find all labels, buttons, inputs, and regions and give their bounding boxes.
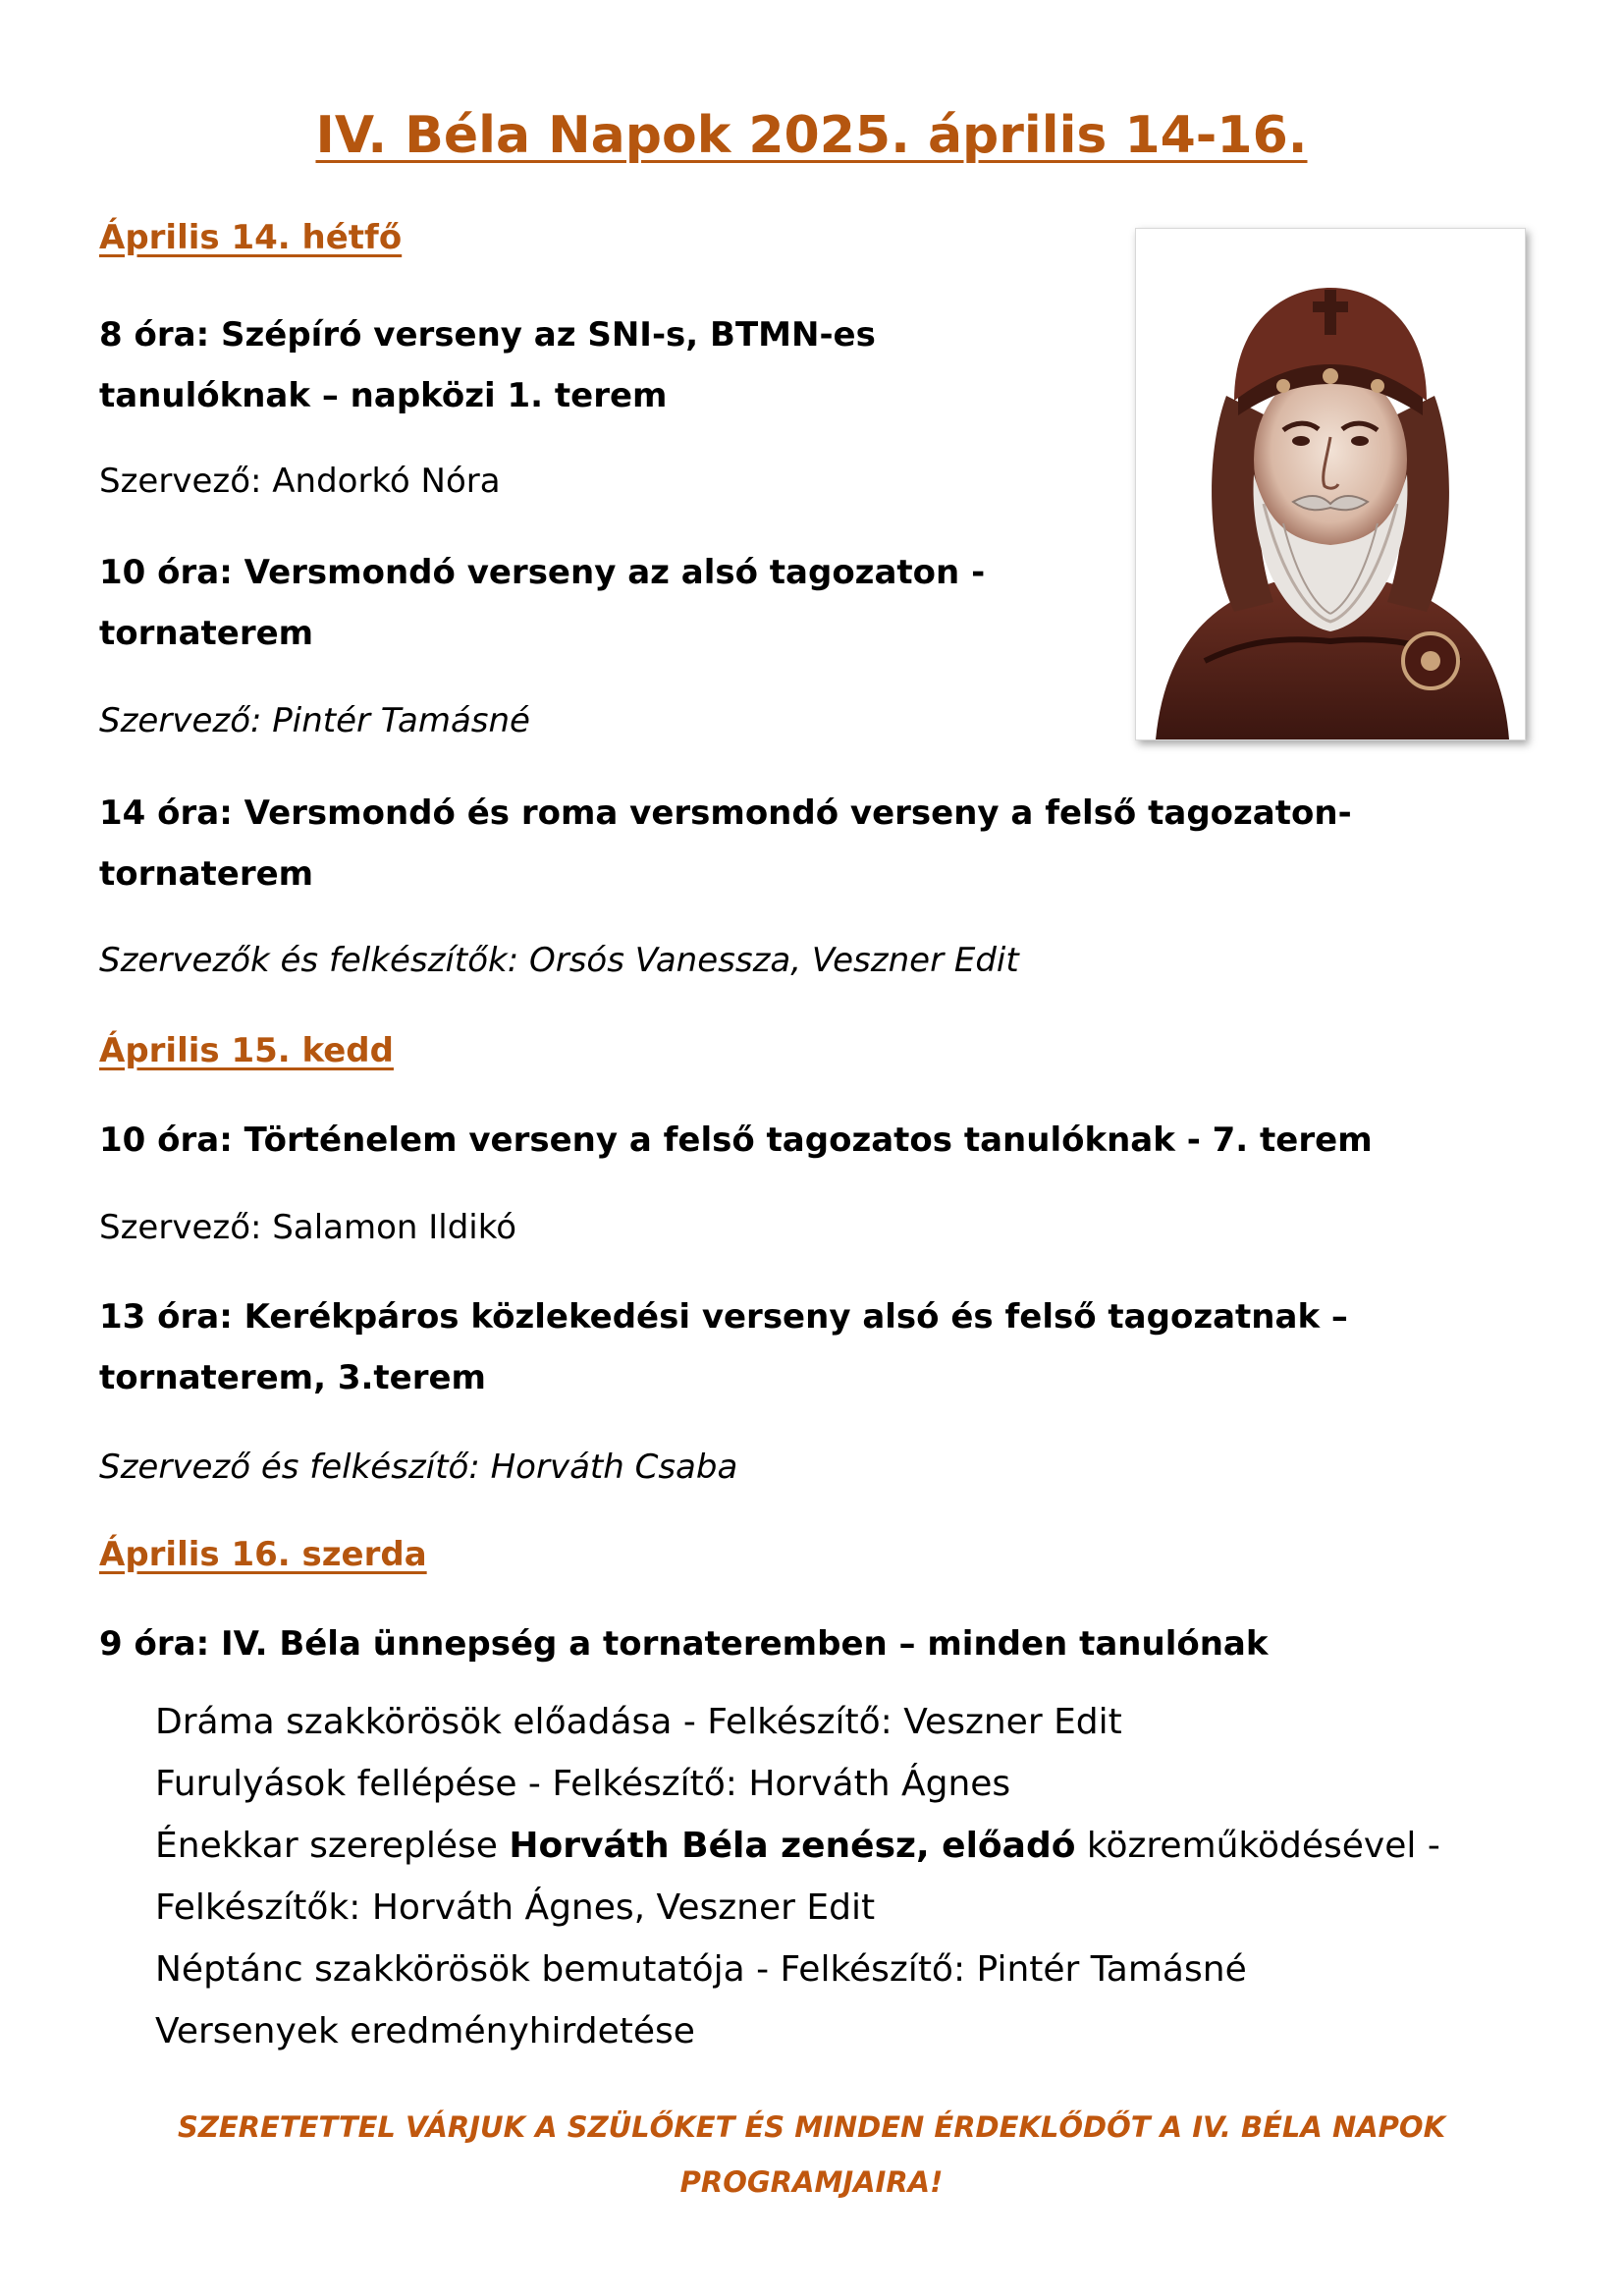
event-line: tornaterem: [99, 614, 314, 653]
event-8-ora: [99, 304, 876, 426]
event-organizer: Szervezők és felkészítők: Orsós Vanessza, Veszner Edit: [99, 941, 1019, 980]
page-title: IV. Béla Napok 2025. április 14-16.: [315, 106, 1308, 165]
event-9-ora: [99, 1613, 1268, 1674]
list-item: Furulyások fellépése - Felkészítő: Horváth Ágnes: [155, 1764, 1011, 1804]
event-line: 10 óra: Történelem verseny a felső tagozatos tanulóknak - 7. terem: [99, 1121, 1373, 1160]
event-line: tanulóknak – napközi 1. terem: [99, 376, 668, 415]
performer-name: Horváth Béla zenész, előadó: [509, 1826, 1076, 1866]
list-item-text: Énekkar szereplése: [155, 1826, 510, 1866]
event-line: tornaterem, 3.terem: [99, 1358, 486, 1397]
footer-line: SZERETETTEL VÁRJUK A SZÜLŐKET ÉS MINDEN ÉRDEKLŐDŐT A IV. BÉLA NAPOK: [177, 2110, 1446, 2144]
event-organizer: Szervező: Pintér Tamásné: [99, 701, 530, 740]
event-line: 9 óra: IV. Béla ünnepség a tornateremben – minden tanulónak: [99, 1624, 1269, 1664]
event-organizer: Szervező: Salamon Ildikó: [99, 1208, 517, 1247]
event-organizer: Szervező és felkészítő: Horváth Csaba: [99, 1448, 738, 1487]
event-line: 8 óra: Szépíró verseny az SNI-s, BTMN-es: [99, 315, 876, 355]
event-line: tornaterem: [99, 854, 314, 894]
list-item: Dráma szakkörösök előadása - Felkészítő: Veszner Edit: [155, 1702, 1122, 1742]
event-line: 13 óra: Kerékpáros közlekedési verseny alsó és felső tagozatnak –: [99, 1297, 1348, 1337]
day-heading-april-14: Április 14. hétfő: [99, 218, 403, 257]
day-heading-april-15: Április 15. kedd: [99, 1031, 394, 1070]
event-organizer: Szervező: Andorkó Nóra: [99, 462, 501, 501]
day-heading-april-16: Április 16. szerda: [99, 1535, 427, 1574]
list-item: Néptánc szakkörösök bemutatója - Felkészítő: Pintér Tamásné: [155, 1949, 1247, 1990]
list-item-text: közreműködésével -: [1075, 1826, 1440, 1866]
event-14-ora: [99, 783, 1352, 904]
list-item: [155, 1815, 1440, 1877]
king-portrait-icon: [1136, 229, 1525, 739]
event-line: 10 óra: Versmondó verseny az alsó tagozaton -: [99, 553, 986, 592]
event-10-ora-tortenelem: [99, 1110, 1373, 1171]
ceremony-program-list: [155, 1691, 1440, 2062]
event-13-ora: [99, 1286, 1348, 1408]
king-portrait-image: [1135, 228, 1526, 740]
footer-line: PROGRAMJAIRA!: [679, 2165, 944, 2199]
list-item: Felkészítők: Horváth Ágnes, Veszner Edit: [155, 1887, 876, 1928]
list-item: Versenyek eredményhirdetése: [155, 2011, 695, 2051]
event-line: 14 óra: Versmondó és roma versmondó verseny a felső tagozaton-: [99, 793, 1352, 833]
invitation-footer: [0, 2100, 1623, 2210]
event-10-ora: [99, 542, 985, 664]
